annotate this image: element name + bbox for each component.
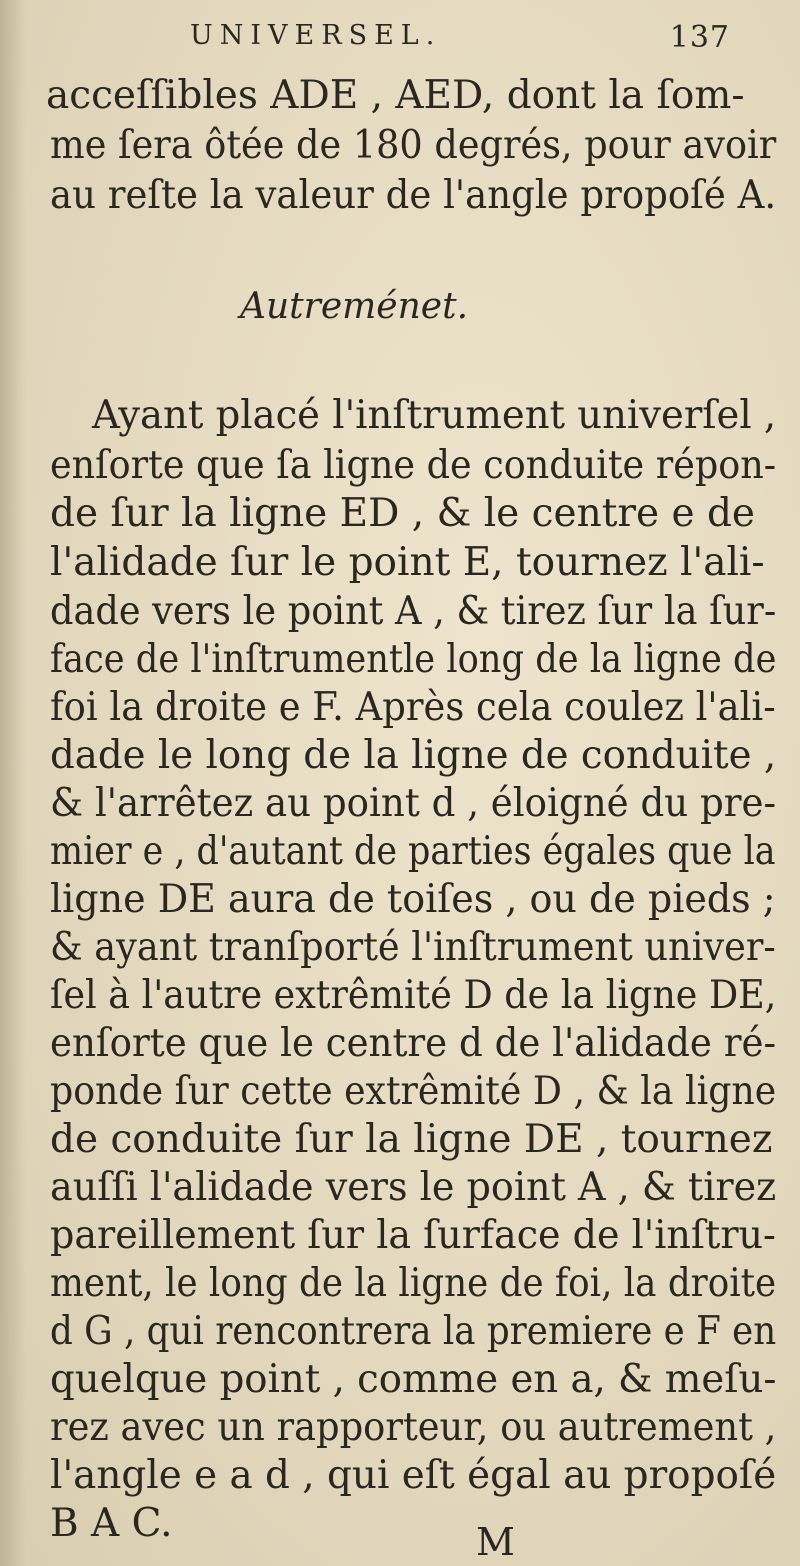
text-line: l'angle e a d , qui eſt égal au propoſé (50, 1453, 777, 1498)
text-line: auſſi l'alidade vers le point A , & tirez (50, 1165, 777, 1210)
text-line: rez avec un rapporteur, ou autrement , (50, 1405, 777, 1450)
text-line: acceſſibles ADE , AED, dont la ſom- (46, 73, 745, 118)
text-line: de conduite ſur la ligne DE , tournez (50, 1117, 773, 1162)
text-line: de ſur la ligne ED , & le centre e de (50, 491, 756, 536)
text-line: ligne DE aura de toiſes , ou de pieds ; (50, 877, 776, 922)
text-line: foi la droite e F. Après cela coulez l'ali- (50, 685, 776, 730)
text-line: & l'arrêtez au point d , éloigné du pre- (50, 781, 777, 826)
page-number: 137 (669, 20, 730, 55)
text-line: face de l'inſtrumentle long de la ligne de (50, 637, 777, 682)
gutter-shadow (0, 0, 26, 1566)
text-line: me ſera ôtée de 180 degrés, pour avoir (50, 123, 777, 168)
text-line: B A C. (50, 1501, 173, 1546)
running-head-title: UNIVERSEL. (190, 20, 442, 51)
running-head (190, 20, 730, 64)
text-line: d G , qui rencontrera la premiere e F en (50, 1309, 777, 1354)
section-heading: Autreménet. (240, 286, 469, 327)
text-line: l'alidade ſur le point E, tournez l'ali- (50, 540, 765, 585)
text-line: mier e , d'autant de parties égales que la (50, 829, 776, 874)
catchword: M (476, 1520, 515, 1564)
text-line: ſel à l'autre extrêmité D de la ligne DE, (50, 973, 777, 1018)
text-line: pareillement ſur la ſurface de l'inſtru- (50, 1213, 776, 1258)
text-line: enſorte que le centre d de l'alidade ré- (50, 1021, 777, 1066)
text-line: Ayant placé l'inſtrument univerſel , (92, 393, 777, 438)
text-line: & ayant tranſporté l'inſtrument univer- (50, 925, 776, 970)
text-line: dade le long de la ligne de conduite , (50, 733, 777, 778)
text-line: enſorte que ſa ligne de conduite répon- (50, 443, 777, 488)
text-line: ment, le long de la ligne de foi, la droite (50, 1261, 777, 1306)
text-line: quelque point , comme en a, & meſu- (50, 1357, 777, 1402)
text-line: au reſte la valeur de l'angle propoſé A. (50, 173, 777, 218)
text-line: ponde ſur cette extrêmité D , & la ligne (50, 1069, 777, 1114)
text-line: dade vers le point A , & tirez ſur la ſur- (50, 589, 777, 634)
